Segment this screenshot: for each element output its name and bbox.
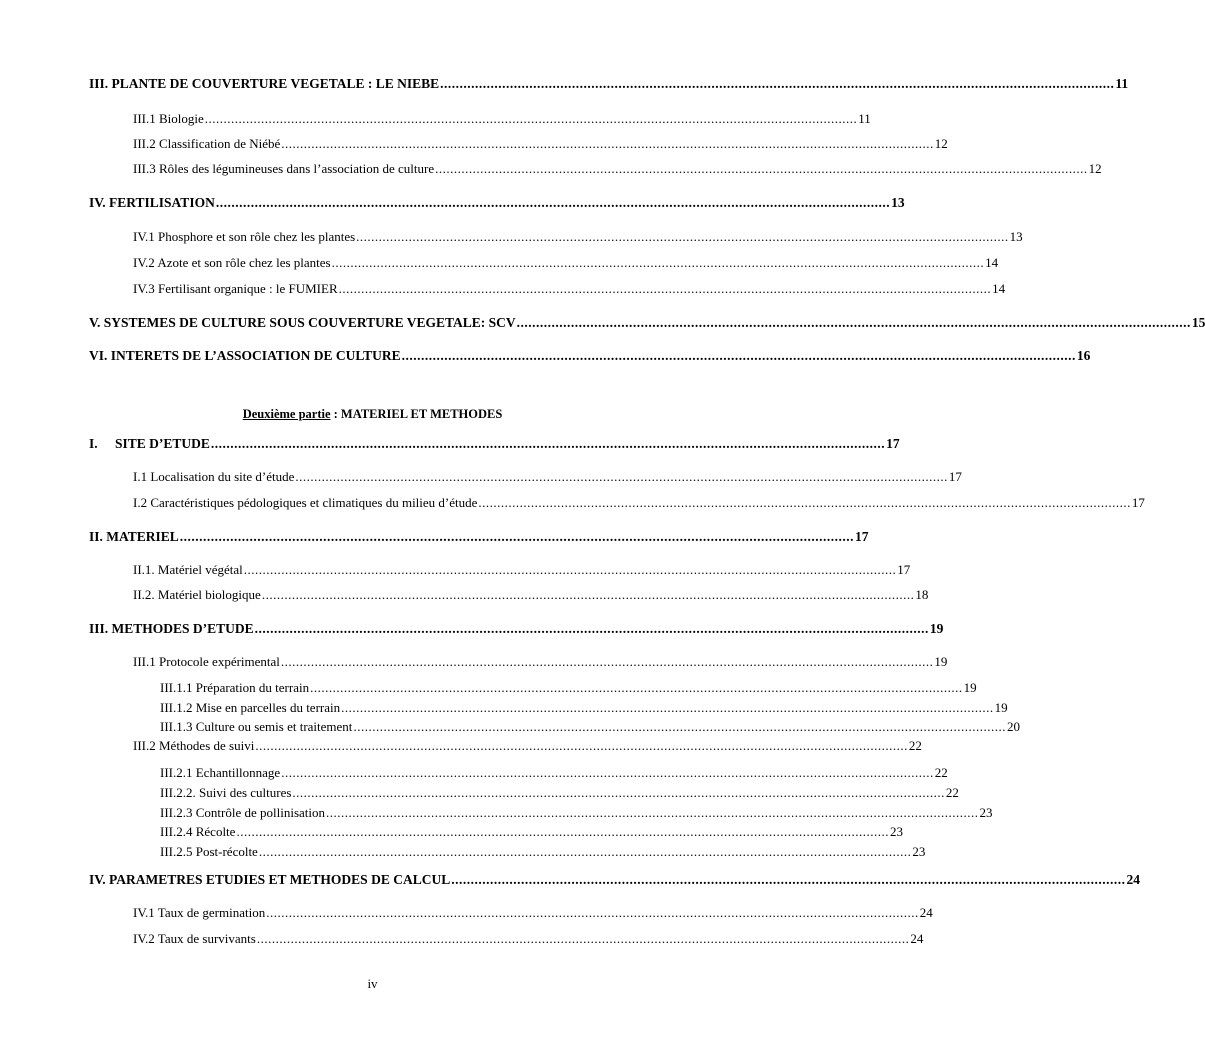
toc-entry[interactable]: V. SYSTEMES DE CULTURE SOUS COUVERTURE VEGETALE: SCV .............................................................................................................................................................................. 15 <box>89 315 1205 330</box>
toc-entry[interactable]: III.1.1 Préparation du terrain .............................................................................................................................................................................. 19 <box>160 680 977 695</box>
toc-entry-label: III.2.1 Echantillonnage <box>160 765 281 780</box>
toc-entry-page: 24 <box>1126 872 1140 887</box>
part-heading-rest: : MATERIEL ET METHODES <box>330 407 503 421</box>
toc-entry[interactable]: III.2.2. Suivi des cultures .............................................................................................................................................................................. 22 <box>160 785 959 800</box>
toc-entry-page: 17 <box>897 562 911 577</box>
toc-entry-page: 23 <box>979 805 993 820</box>
toc-entry-page: 19 <box>963 680 977 695</box>
toc-entry-label: III. PLANTE DE COUVERTURE VEGETALE : LE NIEBE <box>89 76 440 91</box>
toc-entry-label: III.1 Protocole expérimental <box>133 654 280 669</box>
toc-entry[interactable]: III.2.1 Echantillonnage .............................................................................................................................................................................. 22 <box>160 765 948 780</box>
toc-entry-page: 14 <box>992 281 1006 296</box>
toc-entry-page: 18 <box>915 587 929 602</box>
toc-entry-label: III. METHODES D’ETUDE <box>89 621 254 636</box>
toc-entry[interactable]: IV. FERTILISATION .............................................................................................................................................................................. 13 <box>89 195 905 210</box>
toc-entry-label: III.2 Méthodes de suivi <box>133 738 255 753</box>
toc-entry[interactable]: III.2.5 Post-récolte .............................................................................................................................................................................. 23 <box>160 844 926 859</box>
toc-entry[interactable]: II.1. Matériel végétal .............................................................................................................................................................................. 17 <box>133 562 911 577</box>
toc-entry-label: III.2.5 Post-récolte <box>160 844 258 859</box>
toc-entry-label: III.1 Biologie <box>133 111 204 126</box>
toc-entry-label: V. SYSTEMES DE CULTURE SOUS COUVERTURE VEGETALE: SCV <box>89 315 516 330</box>
toc-entry-page: 23 <box>912 844 926 859</box>
toc-entry-page: 15 <box>1191 315 1205 330</box>
toc-entry[interactable]: III.2.3 Contrôle de pollinisation .............................................................................................................................................................................. 23 <box>160 805 993 820</box>
toc-entry-label: III.2 Classification de Niébé <box>133 136 281 151</box>
toc-entry[interactable]: IV.2 Azote et son rôle chez les plantes .............................................................................................................................................................................. 14 <box>133 255 999 270</box>
toc-entry[interactable]: I.2 Caractéristiques pédologiques et climatiques du milieu d’étude .............................................................................................................................................................................. 17 <box>133 495 1145 510</box>
toc-entry[interactable]: III.1.2 Mise en parcelles du terrain .............................................................................................................................................................................. 19 <box>160 700 1008 715</box>
toc-entry[interactable]: III.1.3 Culture ou semis et traitement .............................................................................................................................................................................. 20 <box>160 719 1020 734</box>
toc-entry-label: II.1. Matériel végétal <box>133 562 243 577</box>
toc-entry[interactable]: III. PLANTE DE COUVERTURE VEGETALE : LE NIEBE .............................................................................................................................................................................. 11 <box>89 76 1129 91</box>
toc-entry[interactable]: III.1 Biologie .............................................................................................................................................................................. 11 <box>133 111 871 126</box>
toc-entry-label: I.2 Caractéristiques pédologiques et climatiques du milieu d’étude <box>133 495 478 510</box>
toc-entry-page: 22 <box>934 765 948 780</box>
toc-entry-page: 11 <box>1115 76 1129 91</box>
toc-entry[interactable]: III.2.4 Récolte .............................................................................................................................................................................. 23 <box>160 824 903 839</box>
toc-entry-page: 19 <box>994 700 1008 715</box>
toc-entry-page: 11 <box>858 111 871 126</box>
toc-entry-numeral: I. <box>89 436 98 451</box>
toc-entry[interactable]: II. MATERIEL .............................................................................................................................................................................. 17 <box>89 529 869 544</box>
toc-entry-label: III.1.1 Préparation du terrain <box>160 680 310 695</box>
toc-entry[interactable]: III.2 Méthodes de suivi .............................................................................................................................................................................. 22 <box>133 738 922 753</box>
toc-entry[interactable]: IV.2 Taux de survivants .............................................................................................................................................................................. 24 <box>133 931 924 946</box>
toc-entry-page: 19 <box>934 654 948 669</box>
toc-entry-page: 17 <box>1131 495 1145 510</box>
toc-entry-label: IV.1 Taux de germination <box>133 905 266 920</box>
toc-entry-page: 17 <box>948 469 962 484</box>
toc-entry-label: II. MATERIEL <box>89 529 179 544</box>
toc-entry-label: II.2. Matériel biologique <box>133 587 261 602</box>
toc-entry[interactable]: III.3 Rôles des légumineuses dans l’association de culture .............................................................................................................................................................................. 12 <box>133 161 1102 176</box>
toc-entry-label: IV.3 Fertilisant organique : le FUMIER <box>133 281 338 296</box>
toc-entry-label: IV.2 Taux de survivants <box>133 931 256 946</box>
part-heading-underlined: Deuxième partie <box>242 407 331 421</box>
toc-entry-label: III.1.3 Culture ou semis et traitement <box>160 719 353 734</box>
toc-entry-page: 24 <box>919 905 933 920</box>
toc-entry-page: 16 <box>1076 348 1091 363</box>
toc-entry[interactable]: IV.1 Phosphore et son rôle chez les plantes .............................................................................................................................................................................. 13 <box>133 229 1023 244</box>
part-heading <box>0 407 745 422</box>
toc-entry-page: 13 <box>1009 229 1023 244</box>
toc-entry[interactable]: III. METHODES D’ETUDE .............................................................................................................................................................................. 19 <box>89 621 944 636</box>
toc-entry-label: III.2.3 Contrôle de pollinisation <box>160 805 326 820</box>
toc-entry-page: 17 <box>855 529 869 544</box>
toc-entry-label: III.3 Rôles des légumineuses dans l’association de culture <box>133 161 435 176</box>
toc-entry[interactable]: IV. PARAMETRES ETUDIES ET METHODES DE CALCUL .............................................................................................................................................................................. 24 <box>89 872 1140 887</box>
toc-entry[interactable]: IV.1 Taux de germination .............................................................................................................................................................................. 24 <box>133 905 933 920</box>
toc-entry-label: IV. PARAMETRES ETUDIES ET METHODES DE CALCUL <box>89 872 451 887</box>
toc-entry-page: 23 <box>889 824 903 839</box>
toc-entry[interactable]: II.2. Matériel biologique .............................................................................................................................................................................. 18 <box>133 587 929 602</box>
toc-entry-page: 12 <box>934 136 948 151</box>
toc-entry-page: 12 <box>1088 161 1102 176</box>
toc-entry-page: 22 <box>908 738 922 753</box>
toc-entry-page: 24 <box>910 931 924 946</box>
toc-entry[interactable]: VI. INTERETS DE L’ASSOCIATION DE CULTURE .............................................................................................................................................................................. 16 <box>89 348 1091 363</box>
toc-entry-page: 14 <box>985 255 999 270</box>
toc-entry-label: III.2.2. Suivi des cultures <box>160 785 292 800</box>
toc-entry[interactable]: III.1 Protocole expérimental .............................................................................................................................................................................. 19 <box>133 654 948 669</box>
toc-entry[interactable]: I. SITE D’ETUDE .............................................................................................................................................................................. 17 <box>89 436 900 451</box>
toc-entry-page: 13 <box>891 195 905 210</box>
toc-entry-label: IV.1 Phosphore et son rôle chez les plantes <box>133 229 356 244</box>
page-number: iv <box>367 976 378 991</box>
toc-entry[interactable]: IV.3 Fertilisant organique : le FUMIER .............................................................................................................................................................................. 14 <box>133 281 1006 296</box>
toc-entry-label: VI. INTERETS DE L’ASSOCIATION DE CULTURE <box>89 348 401 363</box>
toc-entry-page: 19 <box>929 621 944 636</box>
toc-entry[interactable]: I.1 Localisation du site d’étude .............................................................................................................................................................................. 17 <box>133 469 962 484</box>
toc-entry-page: 17 <box>886 436 900 451</box>
toc-entry-page: 20 <box>1006 719 1020 734</box>
toc-entry-label: I.1 Localisation du site d’étude <box>133 469 295 484</box>
toc-entry-label: III.2.4 Récolte <box>160 824 236 839</box>
toc-entry-label: III.1.2 Mise en parcelles du terrain <box>160 700 341 715</box>
toc-entry-page: 22 <box>945 785 959 800</box>
toc-entry-label: IV. FERTILISATION <box>89 195 215 210</box>
toc-entry[interactable]: III.2 Classification de Niébé .............................................................................................................................................................................. 12 <box>133 136 948 151</box>
toc-entry-label: I. SITE D’ETUDE <box>89 436 210 451</box>
toc-entry-label: IV.2 Azote et son rôle chez les plantes <box>133 255 331 270</box>
